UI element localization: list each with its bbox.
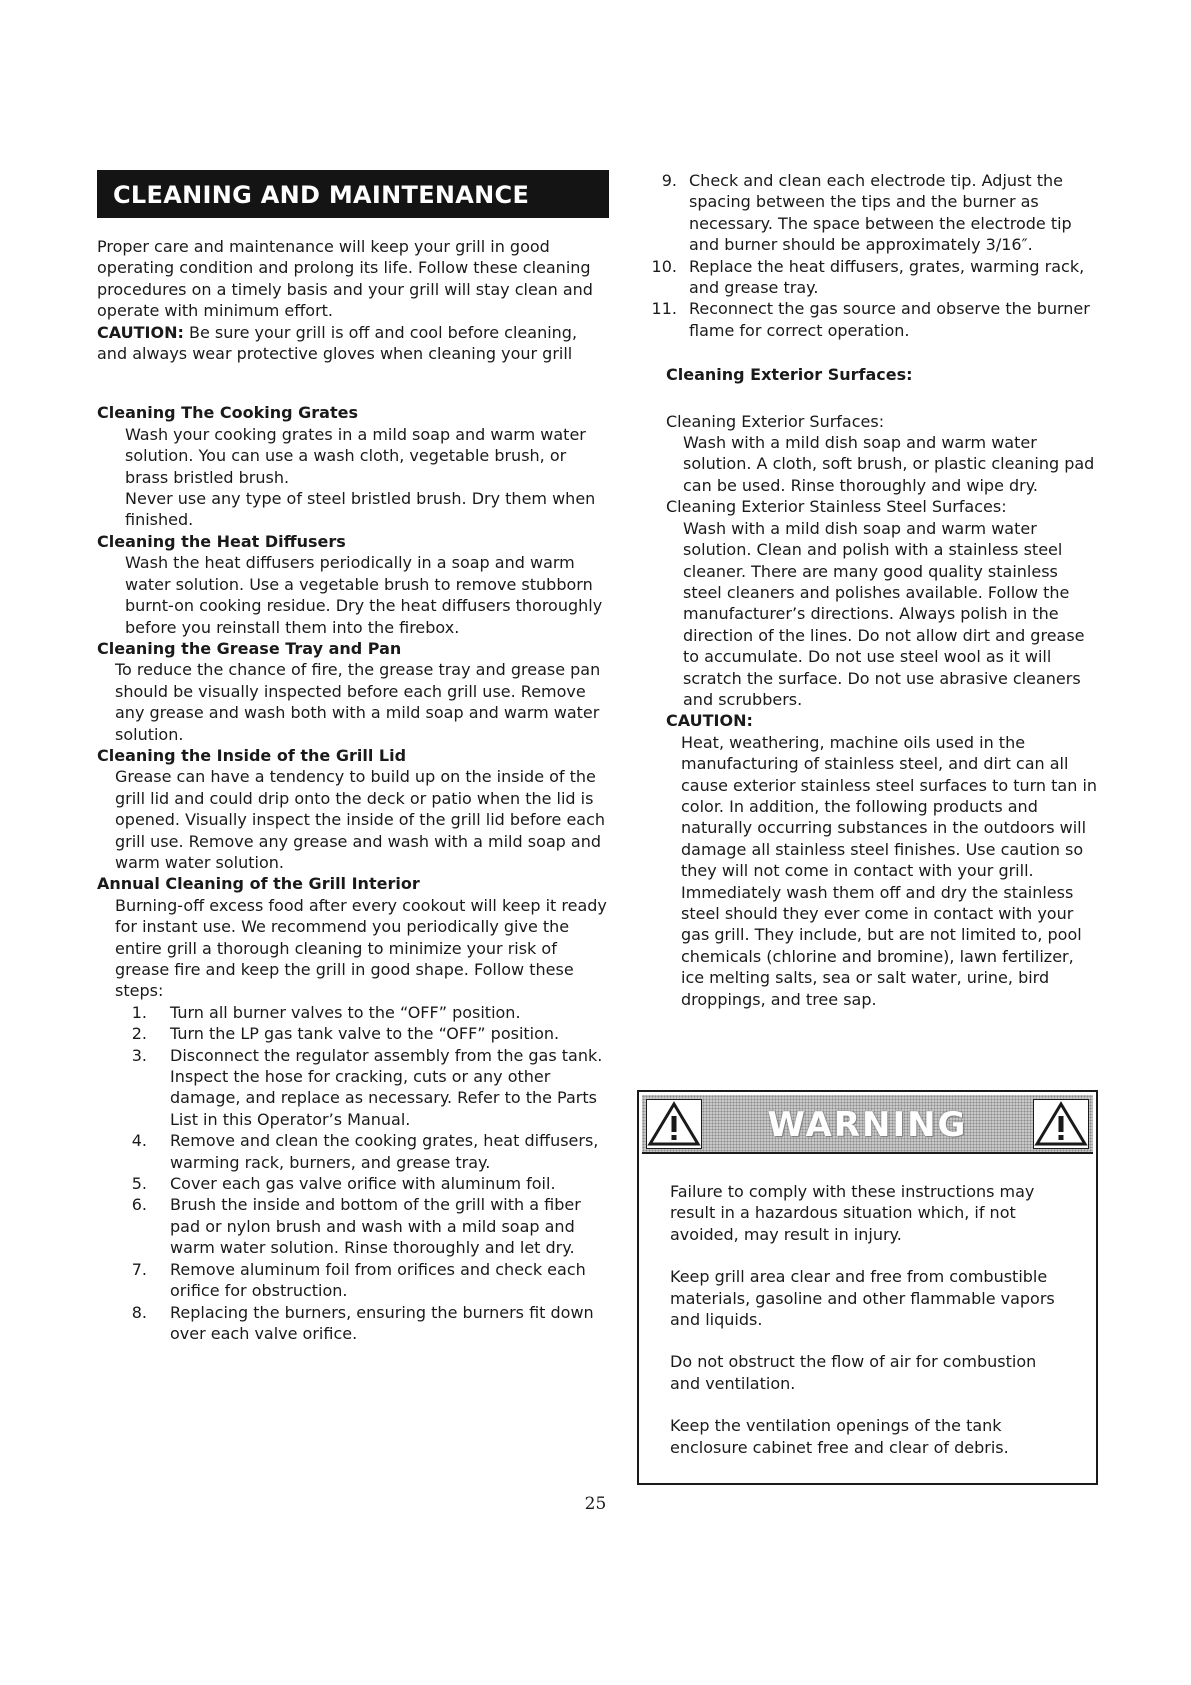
step-item [651,298,1100,341]
page-number: 25 [584,1494,607,1514]
step-text: Turn the LP gas tank valve to the “OFF” position. [170,1024,560,1044]
stainless-label: Cleaning Exterior Stainless Steel Surfaces: [666,497,1007,517]
left-column [97,170,609,1344]
step-item [655,170,1100,256]
warning-paragraph: Keep grill area clear and free from combustible materials, gasoline and other flammable vapors and liquids. [670,1267,1055,1330]
warning-title: WARNING [767,1105,968,1145]
steps-list-right [651,170,1100,341]
exterior-caution-text: Heat, weathering, machine oils used in the manufacturing of stainless steel, and dirt can all cause exterior stainless steel surfaces to turn tan in color. In addition, the following products and naturally occurring substances in the outdoors will damage all stainless steel finishes. Use caution so they will not come in contact with your grill. Immediately wash them off and dry the stainless steel should they ever come in contact with your gas grill. They include, but are not limited to, pool chemicals (chlorine and bromine), lawn fertilizer, ice melting salts, sea or salt water, urine, bird droppings, and tree sap. [681,732,1098,1009]
steps-list-left [97,1002,609,1345]
step-text: Reconnect the gas source and observe the burner flame for correct operation. [689,299,1090,340]
step-text: Cover each gas valve orifice with aluminum foil. [170,1174,556,1194]
exterior-heading: Cleaning Exterior Surfaces: [666,365,913,385]
annual-text: Burning-off excess food after every cookout will keep it ready for instant use. We recommend you periodically give the entire grill a thorough cleaning to minimize your risk of grease fire and keep the grill in good shape. Follow these steps: [115,895,607,1001]
step-number: 7. [131,1259,147,1279]
intro-paragraph: Proper care and maintenance will keep your grill in good operating condition and prolong its life. Follow these cleaning procedures on a timely basis and your grill will stay clean and operate with minimum effort. [97,237,593,321]
step-number: 6. [131,1195,147,1215]
step-number: 5. [131,1174,147,1194]
exterior-label: Cleaning Exterior Surfaces: [666,411,885,431]
step-item [651,256,1100,299]
section-title: CLEANING AND MAINTENANCE [97,170,609,218]
step-text: Check and clean each electrode tip. Adjust the spacing between the tips and the burner as necessary. The space between the electrode tip and burner should be approximately 3/16″. [689,171,1072,255]
lid-text: Grease can have a tendency to build up on the inside of the grill lid and could drip onto the deck or patio when the lid is opened. Visually inspect the inside of the grill lid before each grill use. Remove any grease and wash with a mild soap and warm water solution. [115,767,606,872]
step-number: 9. [661,171,677,190]
step-number: 1. [131,1002,147,1022]
diffusers-heading: Cleaning the Heat Diffusers [97,531,346,551]
step-item [97,1259,609,1302]
step-number: 8. [131,1302,147,1322]
step-text: Disconnect the regulator assembly from the gas tank. Inspect the hose for cracking, cuts or any other damage, and replace as necessary. Refer to the Parts List in this Operator’s Manual. [170,1045,603,1129]
step-item [97,1173,609,1194]
grease-text: To reduce the chance of fire, the grease tray and grease pan should be visually inspected before each grill use. Remove any grease and wash both with a mild soap and warm water solution. [115,660,601,744]
step-number: 3. [131,1045,147,1065]
intro-text [97,236,609,364]
warning-body [639,1154,1096,1458]
stainless-text: Wash with a mild dish soap and warm water solution. Clean and polish with a stainless steel cleaner. There are many good quality stainless steel cleaners and polishes available. Follow the manufacturer’s directions. Always polish in the direction of the lines. Do not allow dirt and grease to accumulate. Do not use steel wool as it will scratch the surface. Do not use abrasive cleaners and scrubbers. [683,518,1085,709]
step-number: 11. [651,299,677,319]
step-text: Replacing the burners, ensuring the burners fit down over each valve orifice. [170,1302,594,1343]
step-item [97,1302,609,1345]
step-text: Turn all burner valves to the “OFF” position. [170,1002,521,1022]
step-text: Remove aluminum foil from orifices and check each orifice for obstruction. [170,1259,586,1301]
grates-warning-text: Never use any type of steel bristled brush. Dry them when finished. [125,489,596,530]
intro-caution-label: CAUTION: [97,322,184,342]
step-text: Remove and clean the cooking grates, heat diffusers, warming rack, burners, and grease tray. [170,1131,599,1172]
grease-heading: Cleaning the Grease Tray and Pan [97,638,402,658]
step-item [97,1194,609,1258]
step-item [97,1023,609,1044]
warning-paragraph: Keep the ventilation openings of the tank enclosure cabinet free and clear of debris. [670,1416,1009,1457]
annual-heading: Annual Cleaning of the Grill Interior [97,874,420,894]
step-number: 2. [131,1024,147,1044]
warning-header [642,1095,1093,1154]
step-item [97,1045,609,1131]
warning-triangle-icon [1033,1099,1089,1149]
exterior-caution-label: CAUTION: [666,711,753,731]
diffusers-text: Wash the heat diffusers periodically in a soap and warm water solution. Use a vegetable brush to remove stubborn burnt-on cooking residue. Dry the heat diffusers thoroughly before you reinstall them into the firebox. [125,553,603,637]
step-text: Brush the inside and bottom of the grill with a fiber pad or nylon brush and wash with a mild soap and warm water solution. Rinse thoroughly and let dry. [170,1195,581,1258]
step-item [97,1130,609,1173]
grates-heading: Cleaning The Cooking Grates [97,403,358,423]
warning-box [637,1090,1098,1485]
step-number: 10. [651,256,677,276]
right-column [651,170,1100,1010]
warning-paragraph: Do not obstruct the flow of air for combustion and ventilation. [670,1352,1037,1393]
intro-caution-text: Be sure your grill is off and cool before cleaning, and always wear protective gloves when cleaning your grill [97,322,578,364]
grates-text: Wash your cooking grates in a mild soap and warm water solution. You can use a wash cloth, vegetable brush, or brass bristled brush. [125,424,586,487]
step-number: 4. [131,1131,147,1151]
warning-paragraph: Failure to comply with these instructions may result in a hazardous situation which, if not avoided, may result in injury. [670,1182,1035,1244]
lid-heading: Cleaning the Inside of the Grill Lid [97,745,407,765]
exterior-text: Wash with a mild dish soap and warm water solution. A cloth, soft brush, or plastic cleaning pad can be used. Rinse thoroughly and wipe dry. [683,433,1095,495]
step-text: Replace the heat diffusers, grates, warming rack, and grease tray. [689,256,1085,298]
step-item [97,1002,609,1023]
